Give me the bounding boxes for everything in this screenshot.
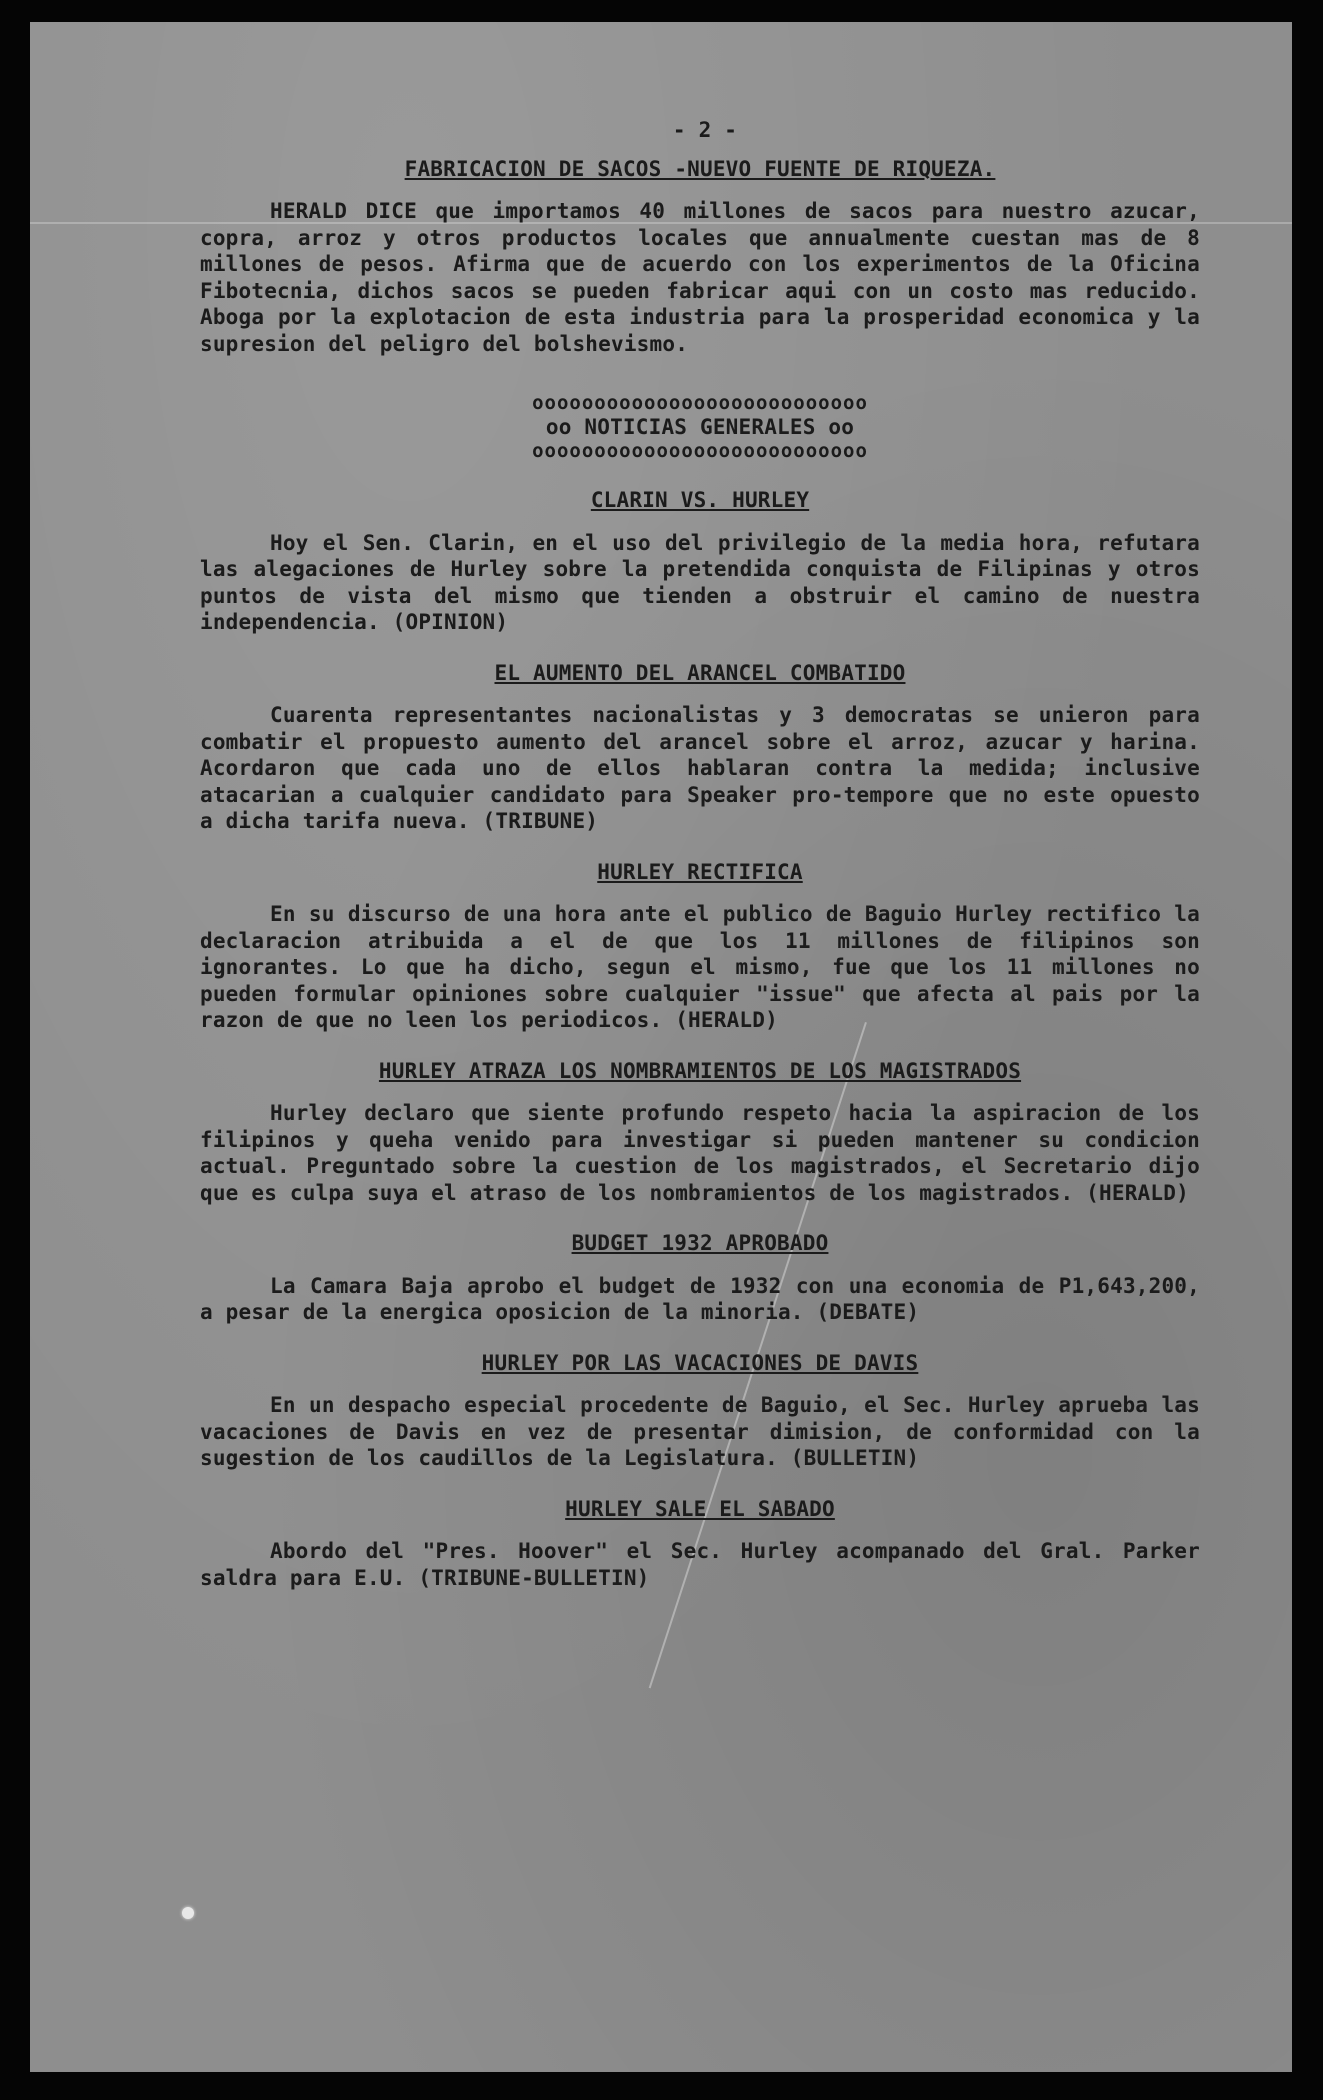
- section-border-bottom: ooooooooooooooooooooooooooo: [532, 440, 868, 462]
- news-body: Hoy el Sen. Clarin, en el uso del privilegio de la media hora, refutara las alegaciones de Hurley sobre la pretendida conquista de Filipinas y otros puntos de vista del mismo que tienden a obstruir el camino de nuestra independencia. (OPINION): [200, 530, 1200, 634]
- news-headline: BUDGET 1932 APROBADO: [571, 1231, 829, 1255]
- news-body: La Camara Baja aprobo el budget de 1932 con una economia de P1,643,200, a pesar de la energica oposicion de la minoria. (DEBATE): [200, 1273, 1200, 1324]
- news-headline: HURLEY SALE EL SABADO: [565, 1496, 835, 1521]
- typed-sheet: [30, 22, 1292, 2072]
- page-number: - 2 -: [672, 118, 738, 142]
- section-box: [200, 391, 1200, 463]
- news-body: En un despacho especial procedente de Baguio, el Sec. Hurley aprueba las vacaciones de Davis en vez de presentar dimision, de conformidad con la sugestion de los caudillos de la Legislatura. (BULLETIN): [200, 1393, 1200, 1470]
- news-body: Abordo del "Pres. Hoover" el Sec. Hurley acompanado del Gral. Parker saldra para E.U. (TRIBUNE-BULLETIN): [200, 1539, 1200, 1590]
- news-body: Hurley declaro que siente profundo respeto hacia la aspiracion de los filipinos y queha venido para investigar si pueden mantener su condicion actual. Preguntado sobre la cuestion de los magistrados, el Secretario dijo que es culpa suya el atraso de los nombramientos de los magistrados. (HERALD): [200, 1101, 1200, 1205]
- article-body: HERALD DICE que importamos 40 millones de sacos para nuestro azucar, copra, arroz y otros productos locales que annualmente cuestan mas de 8 millones de pesos. Afirma que de acuerdo con los experimentos de la Oficina Fibotecnia, dichos sacos se pueden fabricar aqui con un costo mas reducido. Aboga por la explotacion de esta industria para la prosperidad economica y la supresion del peligro del bolshevismo.: [200, 199, 1200, 356]
- news-headline: CLARIN VS. HURLEY: [590, 488, 810, 512]
- news-headline: HURLEY RECTIFICA: [597, 859, 803, 884]
- article-headline: FABRICACION DE SACOS -NUEVO FUENTE DE RIQUEZA.: [404, 156, 996, 181]
- news-body: Cuarenta representantes nacionalistas y 3 democratas se unieron para combatir el propuesto aumento del arancel sobre el arroz, azucar y harina. Acordaron que cada uno de ellos hablaran contra la medida; inclusive atacarian a cualquier candidato para Speaker pro-tempore que no este opuesto a dicha tarifa nueva. (TRIBUNE): [200, 703, 1200, 833]
- news-headline: HURLEY ATRAZA LOS NOMBRAMIENTOS DE LOS MAGISTRADOS: [378, 1058, 1022, 1083]
- news-headline: EL AUMENTO DEL ARANCEL COMBATIDO: [494, 660, 906, 685]
- news-headline: HURLEY POR LAS VACACIONES DE DAVIS: [481, 1350, 919, 1375]
- news-body: En su discurso de una hora ante el publico de Baguio Hurley rectifico la declaracion atribuida a el de que los 11 millones de filipinos son ignorantes. Lo que ha dicho, segun el mismo, fue que los 11 millones no pueden formular opiniones sobre cualquier "issue" que afecta al pais por la razon de que no leen los periodicos. (HERALD): [200, 902, 1200, 1032]
- section-border-top: ooooooooooooooooooooooooooo: [532, 392, 868, 414]
- typed-page: [200, 117, 1200, 1591]
- punch-mark-icon: [182, 1907, 194, 1919]
- section-title: oo NOTICIAS GENERALES oo: [545, 415, 855, 439]
